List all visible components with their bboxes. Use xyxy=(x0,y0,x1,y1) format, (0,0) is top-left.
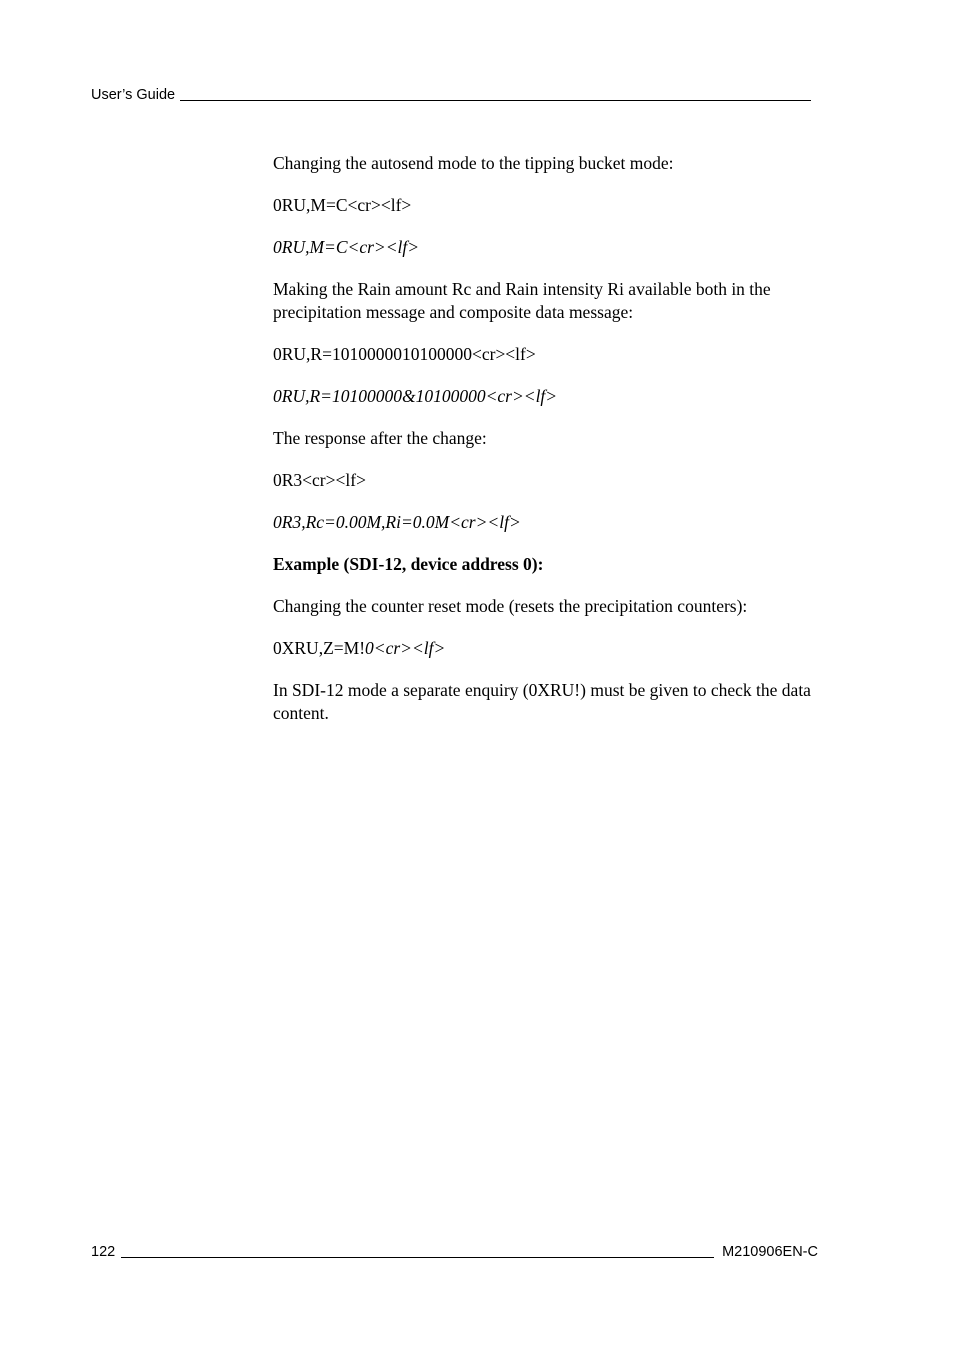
document-code: M210906EN-C xyxy=(722,1244,818,1260)
command-counter-reset-italic: 0<cr><lf> xyxy=(365,638,446,658)
paragraph-autosend-intro: Changing the autosend mode to the tipping bucket mode: xyxy=(273,153,674,173)
command-counter-reset-plain: 0XRU,Z=M! xyxy=(273,638,366,658)
response-rain-amount: 0RU,R=10100000&10100000<cr><lf> xyxy=(273,386,558,406)
command-counter-reset xyxy=(273,637,825,660)
paragraph-sdi12-enquiry: In SDI-12 mode a separate enquiry (0XRU!) must be given to check the data content. xyxy=(273,680,811,723)
example-heading: Example (SDI-12, device address 0): xyxy=(273,554,544,574)
header-rule xyxy=(180,100,811,101)
header-title: User’s Guide xyxy=(91,87,176,103)
paragraph-rain-amount: Making the Rain amount Rc and Rain intensity Ri available both in the precipitation message and composite data message: xyxy=(273,279,771,322)
response-autosend: 0RU,M=C<cr><lf> xyxy=(273,237,420,257)
paragraph-counter-reset: Changing the counter reset mode (resets the precipitation counters): xyxy=(273,596,748,616)
command-rain-amount: 0RU,R=1010000010100000<cr><lf> xyxy=(273,344,536,364)
page-footer xyxy=(91,1243,818,1261)
paragraph-response-intro: The response after the change: xyxy=(273,428,487,448)
page-body xyxy=(273,152,825,744)
page-number: 122 xyxy=(91,1244,116,1260)
footer-rule xyxy=(121,1257,714,1258)
page-header xyxy=(91,86,811,104)
command-autosend: 0RU,M=C<cr><lf> xyxy=(273,195,412,215)
response-r3: 0R3,Rc=0.00M,Ri=0.0M<cr><lf> xyxy=(273,512,521,532)
command-r3: 0R3<cr><lf> xyxy=(273,470,366,490)
